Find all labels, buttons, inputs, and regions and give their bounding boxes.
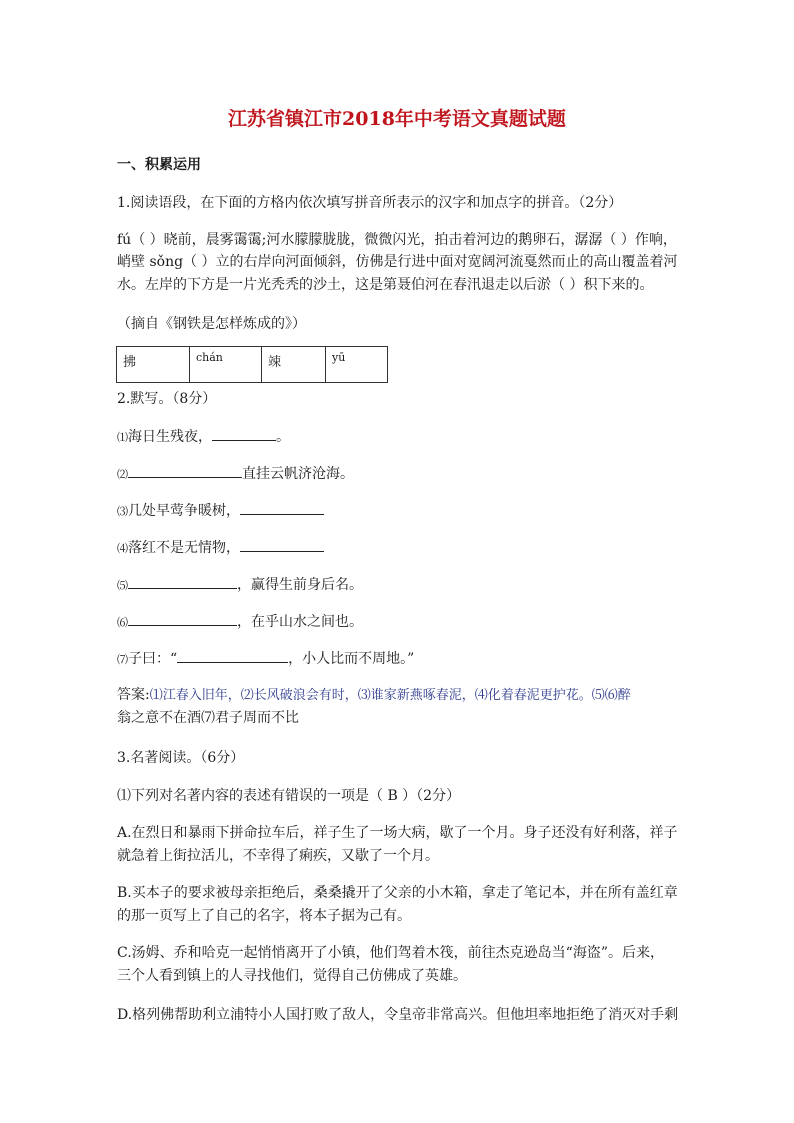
item-text-before: 几处早莺争暖树， (128, 503, 240, 519)
fill-blank[interactable] (212, 426, 276, 441)
item-number: ⑹ (117, 616, 128, 629)
option-a-line-2: 就急着上街拉活儿，不幸得了痢疾，又歇了一个月。 (117, 848, 439, 864)
item-number: ⑵ (117, 468, 128, 481)
item-number: ⑸ (117, 579, 128, 592)
q1-passage-line-2: 峭壁 sǒng（ ）立的右岸向河面倾斜，仿佛是行进中面对宽阔河流戛然而止的高山覆盖着河 (117, 254, 678, 270)
grid-cell-1: 拂 (117, 347, 190, 383)
q3-stem: 3.名著阅读。（6分） (117, 750, 245, 766)
item-text-after: 直挂云帆济沧海。 (242, 466, 354, 482)
answer-line-2: 翁之意不在酒⑺君子周而不比 (117, 710, 299, 726)
recite-item-6 (117, 611, 363, 633)
answer-grid (116, 346, 388, 383)
answer-line-1 (117, 685, 631, 706)
item-number: ⑷ (117, 542, 128, 555)
recite-item-5 (117, 574, 363, 596)
grid-cell-3: 竦 (262, 347, 326, 383)
recite-item-1 (117, 426, 290, 448)
item-text-before: 海日生残夜， (128, 429, 212, 445)
recite-item-2 (117, 463, 354, 485)
section-heading: 一、积累运用 (117, 157, 201, 173)
recite-item-3 (117, 500, 324, 522)
recite-item-7 (117, 648, 414, 670)
item-text-after: ，赢得生前身后名。 (237, 577, 363, 593)
grid-cell-2: chán (190, 347, 262, 383)
fill-blank[interactable] (177, 648, 288, 663)
fill-blank[interactable] (128, 574, 237, 589)
page-title: 江苏省镇江市2018年中考语文真题试题 (228, 108, 566, 130)
option-b-line-1: B.买本子的要求被母亲拒绝后，桑桑撬开了父亲的小木箱，拿走了笔记本，并在所有盖红章 (117, 885, 678, 901)
item-text-before: 子曰：“ (128, 651, 178, 667)
option-a-line-1: A.在烈日和暴雨下拼命拉车后，祥子生了一场大病，歇了一个月。身子还没有好利落，祥子 (117, 825, 678, 841)
answer-label: 答案: (117, 687, 150, 703)
fill-blank[interactable] (240, 537, 324, 552)
item-number: ⑴ (117, 431, 128, 444)
option-c-line-1: C.汤姆、乔和哈克一起悄悄离开了小镇，他们驾着木筏，前往杰克逊岛当“海盗”。后来， (117, 945, 664, 961)
item-text-after: ，小人比而不周地。” (288, 651, 415, 667)
q1-stem: 1.阅读语段，在下面的方格内依次填写拼音所表示的汉字和加点字的拼音。（2分） (117, 195, 623, 211)
recite-item-4 (117, 537, 324, 559)
item-text-after: ，在乎山水之间也。 (237, 614, 363, 630)
fill-blank[interactable] (128, 463, 242, 478)
item-number: ⑺ (117, 653, 128, 666)
q1-passage-line-3: 水。左岸的下方是一片光秃秃的沙土，这是第聂伯河在春汛退走以后淤（ ）积下来的。 (117, 277, 654, 293)
option-d-line-1: D.格列佛帮助利立浦特小人国打败了敌人，令皇帝非常高兴。但他坦率地拒绝了消灭对手剩 (117, 1007, 679, 1023)
item-text-after: 。 (276, 429, 290, 445)
fill-blank[interactable] (128, 611, 237, 626)
fill-blank[interactable] (240, 500, 324, 515)
grid-cell-4: yū (326, 347, 388, 383)
q1-source: （摘自《钢铁是怎样炼成的》） (117, 316, 306, 332)
item-number: ⑶ (117, 505, 128, 518)
q2-stem: 2.默写。（8分） (117, 391, 217, 407)
option-b-line-2: 的那一页写上了自己的名字，将本子据为己有。 (117, 908, 411, 924)
answer-text: ⑴江春入旧年，⑵长风破浪会有时，⑶谁家新燕啄春泥，⑷化着春泥更护花。⑸⑹醉 (149, 688, 631, 703)
item-text-before: 落红不是无情物， (128, 540, 240, 556)
option-c-line-2: 三个人看到镇上的人寻找他们，觉得自己仿佛成了英雄。 (117, 968, 467, 984)
q3-sub1: ⑴下列对名著内容的表述有错误的一项是（ B ）（2分） (117, 788, 461, 804)
q1-passage-line-1: fú（ ）晓前，晨雾霭霭;河水朦朦胧胧，微微闪光，拍击着河边的鹅卵石，潺潺（ ）作响， (117, 232, 677, 248)
